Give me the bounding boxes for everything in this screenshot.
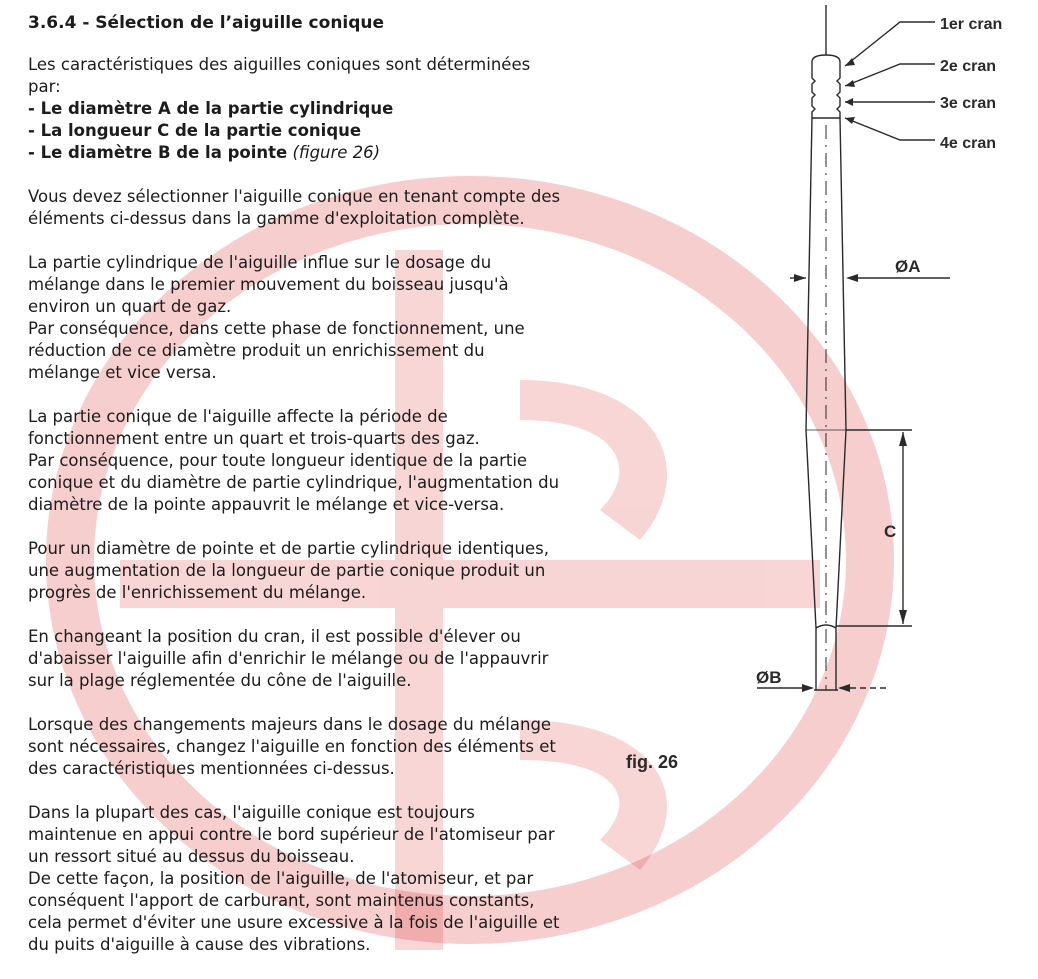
arrowhead-notch-3	[845, 98, 853, 106]
paragraph-line: sur la plage réglementée du cône de l'aiguille.	[28, 671, 412, 690]
paragraph-line: diamètre de la pointe appauvrit le mélange et vice-versa.	[28, 495, 505, 514]
arrowhead-b-left	[802, 684, 814, 692]
paragraph-line: des caractéristiques mentionnées ci-dessus.	[28, 759, 395, 778]
label-diameter-a: ØA	[895, 257, 921, 276]
paragraph-line: progrès de l'enrichissement du mélange.	[28, 583, 367, 602]
arrowhead-b-right	[838, 684, 850, 692]
notch-leader-2	[845, 64, 935, 86]
arrowhead-c-bottom	[899, 610, 907, 624]
paragraph-line: d'abaisser l'aiguille afin d'enrichir le mélange ou de l'appauvrir	[28, 649, 549, 668]
paragraph-line: un ressort situé au dessus du boisseau.	[28, 847, 355, 866]
label-diameter-b: ØB	[756, 668, 782, 687]
label-notch-4: 4e cran	[940, 135, 997, 152]
arrowhead-a-left	[794, 274, 806, 282]
needle-clip-head	[812, 55, 840, 118]
paragraph-line: Dans la plupart des cas, l'aiguille conique est toujours	[28, 803, 475, 822]
paragraph-line: En changeant la position du cran, il est possible d'élever ou	[28, 627, 521, 646]
paragraph-line: environ un quart de gaz.	[28, 297, 232, 316]
paragraph-line: sont nécessaires, changez l'aiguille en fonction des éléments et	[28, 737, 556, 756]
needle-tip-curve	[816, 625, 836, 628]
intro-line: Les caractéristiques des aiguilles coniques sont déterminées	[28, 55, 531, 74]
label-notch-3: 3e cran	[940, 95, 997, 112]
arrowhead-c-top	[899, 432, 907, 446]
arrowhead-notch-2	[845, 80, 855, 87]
label-length-c: C	[884, 522, 897, 541]
label-notch-2: 2e cran	[940, 58, 997, 75]
paragraph-line: Par conséquence, pour toute longueur identique de la partie	[28, 451, 528, 470]
notch-leader-1	[845, 22, 935, 66]
figure-reference: (figure 26)	[292, 143, 381, 162]
notch-leader-4	[845, 118, 935, 140]
intro-line: par:	[28, 77, 61, 96]
paragraph-line: réduction de ce diamètre produit un enrichissement du	[28, 341, 485, 360]
paragraph-line: conique et du diamètre de partie cylindrique, l'augmentation du	[28, 473, 560, 492]
paragraph-line: du puits d'aiguille à cause des vibrations.	[28, 935, 371, 954]
paragraph-line: Par conséquence, dans cette phase de fonctionnement, une	[28, 319, 525, 338]
paragraph-line: mélange dans le premier mouvement du boisseau jusqu'à	[28, 275, 509, 294]
needle-body-right	[840, 118, 846, 430]
needle-cone-right	[836, 430, 846, 628]
paragraph-line: fonctionnement entre un quart et trois-quarts des gaz.	[28, 429, 480, 448]
paragraph-line: une augmentation de la longueur de partie conique produit un	[28, 561, 546, 580]
paragraph-line: Lorsque des changements majeurs dans le dosage du mélange	[28, 715, 552, 734]
needle-cone-left	[806, 430, 816, 628]
paragraph-line: De cette façon, la position de l'aiguille, de l'atomiseur, et par	[28, 869, 534, 888]
needle-body-left	[806, 118, 812, 430]
arrowhead-notch-4	[845, 117, 855, 124]
arrowhead-a-right	[846, 274, 858, 282]
paragraph-line: Pour un diamètre de pointe et de partie cylindrique identiques,	[28, 539, 549, 558]
figure-caption: fig. 26	[626, 752, 679, 772]
paragraph-line: Vous devez sélectionner l'aiguille conique en tenant compte des	[28, 187, 561, 206]
paragraph-line: maintenue en appui contre le bord supérieur de l'atomiseur par	[28, 825, 555, 844]
paragraph-line: La partie conique de l'aiguille affecte la période de	[28, 407, 448, 426]
bullet-diameter-b: - Le diamètre B de la pointe	[28, 143, 288, 162]
paragraph-line: éléments ci-dessus dans la gamme d'exploitation complète.	[28, 209, 525, 228]
bullet-diameter-a: - Le diamètre A de la partie cylindrique	[28, 99, 394, 118]
paragraph-line: mélange et vice versa.	[28, 363, 217, 382]
paragraph-line: La partie cylindrique de l'aiguille influe sur le dosage du	[28, 253, 492, 272]
needle-drawing	[757, 5, 950, 690]
bullet-length-c: - La longueur C de la partie conique	[28, 121, 362, 140]
paragraph-line: conséquent l'apport de carburant, sont maintenus constants,	[28, 891, 535, 910]
section-title: 3.6.4 - Sélection de l’aiguille conique	[28, 13, 385, 33]
paragraph-line: cela permet d'éviter une usure excessive à la fois de l'aiguille et	[28, 913, 560, 932]
label-notch-1: 1er cran	[940, 16, 1003, 33]
